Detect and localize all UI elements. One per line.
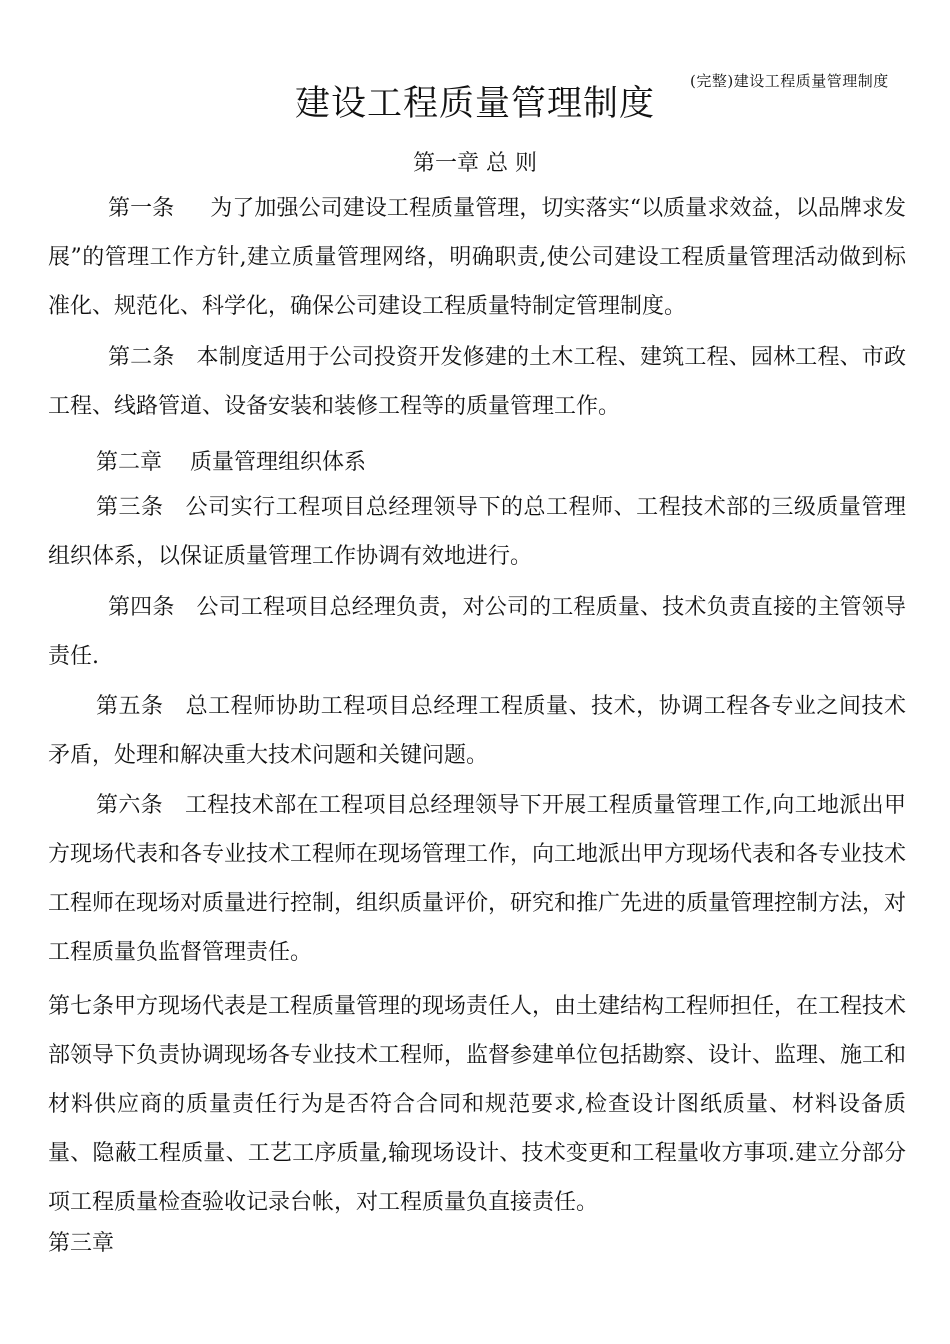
article-7-text: 第七条甲方现场代表是工程质量管理的现场责任人，由土建结构工程师担任，在工程技术部领导下负责协调现场各专业技术工程师，监督参建单位包括勘察、设计、监理、施工和材料供应商的质量责任行为是否符合合同和规范要求,检查设计图纸质量、材料设备质量、隐蔽工程质量、工艺工序质量,输现场设计、技术变更和工程量收方事项.建立分部分项工程质量检查验收记录台帐，对工程质量负直接责任。: [48, 994, 907, 1215]
article-4-text: 公司工程项目总经理负责，对公司的工程质量、技术负责直接的主管领导责任.: [48, 595, 906, 669]
article-2: [48, 333, 906, 431]
article-1-text: 为了加强公司建设工程质量管理，切实落实“以质量求效益，以品牌求发展”的管理工作方针,建立质量管理网络，明确职责,使公司建设工程质量管理活动做到标准化、规范化、科学化，确保公司建设工程质量特制定管理制度。: [48, 196, 906, 319]
document-title: 建设工程质量管理制度: [294, 84, 655, 124]
article-5-label: 第五条: [96, 694, 164, 719]
article-1-label: 第一条: [108, 196, 175, 221]
article-6-label: 第六条: [96, 793, 163, 818]
chapter-2-text: 质量管理组织体系: [190, 450, 367, 475]
article-5-text: 总工程师协助工程项目总经理工程质量、技术，协调工程各专业之间技术矛盾，处理和解决重大技术问题和关键问题。: [48, 694, 906, 768]
chapter-1-heading: 第一章 总 则: [413, 151, 537, 176]
chapter-3-heading: 第三章: [48, 1231, 115, 1256]
article-2-text: 本制度适用于公司投资开发修建的土木工程、建筑工程、园林工程、市政工程、线路管道、设备安装和装修工程等的质量管理工作。: [48, 345, 906, 419]
article-3-label: 第三条: [96, 495, 164, 520]
article-6-text: 工程技术部在工程项目总经理领导下开展工程质量管理工作,向工地派出甲方现场代表和各专业技术工程师在现场管理工作，向工地派出甲方现场代表和各专业技术工程师在现场对质量进行控制，组织质量评价，研究和推广先进的质量管理控制方法，对工程质量负监督管理责任。: [48, 793, 907, 965]
header-note: (完整)建设工程质量管理制度: [690, 72, 889, 90]
article-4: [48, 583, 906, 681]
chapter-2-label: 第二章: [96, 450, 163, 475]
article-6: [48, 781, 906, 977]
article-7: [48, 982, 906, 1227]
article-4-label: 第四条: [108, 595, 175, 620]
article-1: [48, 184, 906, 331]
article-5: [48, 682, 906, 780]
article-3-text: 公司实行工程项目总经理领导下的总工程师、工程技术部的三级质量管理组织体系，以保证质量管理工作协调有效地进行。: [48, 495, 906, 569]
chapter-2-heading: [96, 445, 366, 476]
article-2-label: 第二条: [108, 345, 175, 370]
article-3: [48, 483, 906, 581]
